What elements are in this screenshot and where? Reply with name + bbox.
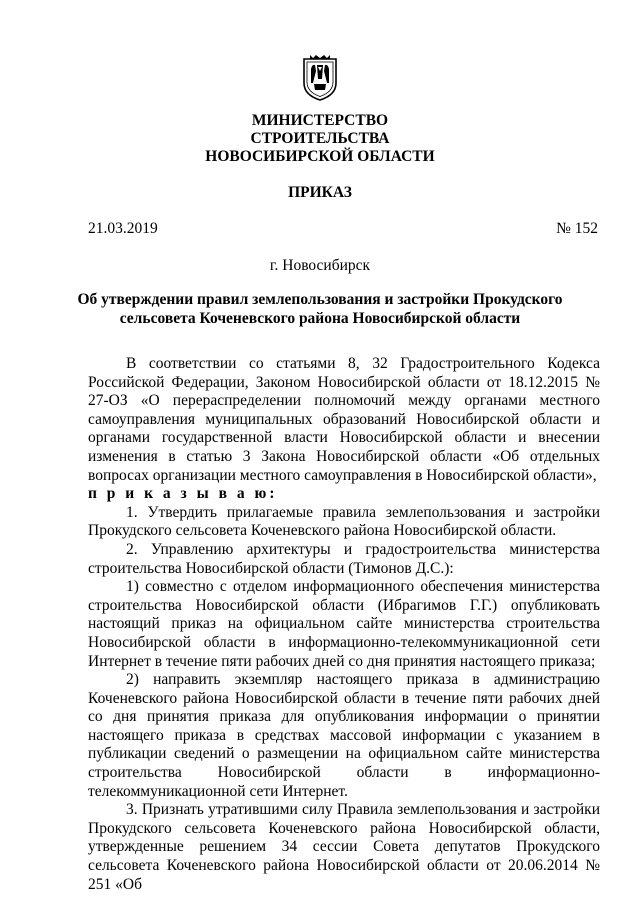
document-type: ПРИКАЗ [288,184,352,201]
document-number: № 152 [556,220,598,237]
document-body [88,355,600,894]
order-item-2: 2. Управлению архитектуры и градостроительства министерства строительства Новосибирской области (Тимонов Д.С.): [88,540,600,577]
order-item-2-1: 1) совместно с отделом информационного обеспечения министерства строительства Новосибирской области (Ибрагимов Г.Г.) опубликовать настоящий приказ на официальном сайте министерства строительства Новосибирской области в информационно-телекоммуникационной сети Интернет в течение пяти рабочих дней со дня принятия настоящего приказа; [88,578,600,670]
order-item-1: 1. Утвердить прилагаемые правила землепользования и застройки Прокудского сельсовета Коченевского района Новосибирской области. [88,503,600,540]
order-item-3: 3. Признать утратившими силу Правила землепользования и застройки Прокудского сельсовета Коченевского района Новосибирской области, утвержденные решением 34 сессии Совета депутатов Прокудского сельсовета Коченевского района Новосибирской области от 20.06.2014 № 251 «Об [88,801,600,893]
ministry-name-line1: МИНИСТЕРСТВО [251,112,389,129]
document-title: Об утверждении правил землепользования и застройки Прокудского сельсовета Коченевского района Новосибирской области [77,291,563,327]
document-date: 21.03.2019 [88,220,158,237]
coat-of-arms-icon [300,53,340,101]
ministry-name-line3: НОВОСИБИРСКОЙ ОБЛАСТИ [205,148,435,165]
preamble-paragraph: В соответствии со статьями 8, 32 Градостроительного Кодекса Российской Федерации, Законом Новосибирской области от 18.12.2015 № 27-ОЗ «О перераспределении полномочий между органами местного самоуправления муниципальных образований Новосибирской области и органами государственной власти Новосибирской области и внесении изменения в статью 3 Закона Новосибирской области «Об отдельных вопросах организации местного самоуправления в Новосибирской области», [88,355,600,484]
order-word-text: п р и к а з ы в а ю: [88,485,278,503]
order-item-2-2: 2) направить экземпляр настоящего приказа в администрацию Коченевского района Новосибирской области в течение пяти рабочих дней со дня принятия приказа для опубликования информации о принятии настоящего приказа в средствах массовой информации с указанием в публикации сведений о размещении на официальном сайте министерства строительства Новосибирской области в информационно-телекоммуникационной сети Интернет. [88,671,600,800]
document-city: г. Новосибирск [269,257,371,274]
ministry-name-line2: СТРОИТЕЛЬСТВА [250,130,390,147]
order-word [88,485,600,504]
